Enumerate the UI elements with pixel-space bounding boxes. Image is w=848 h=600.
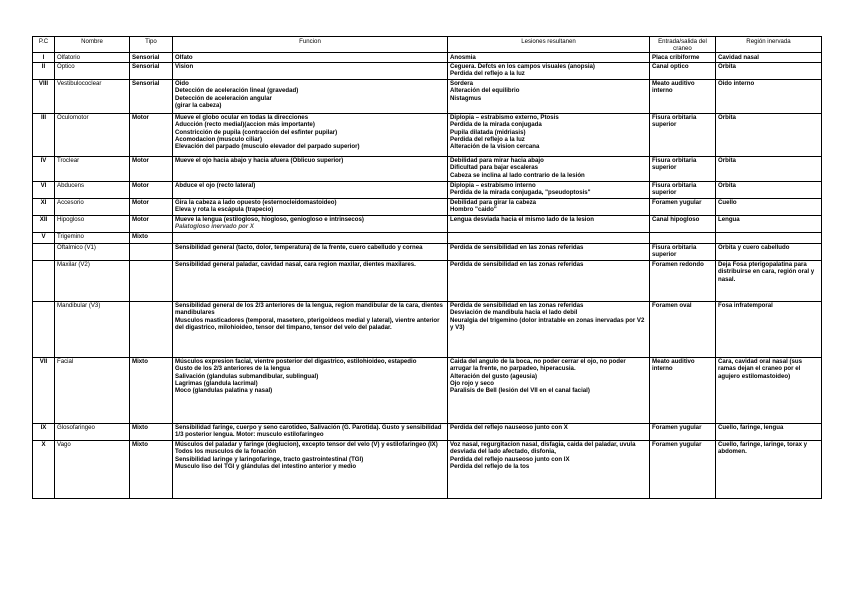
cell-lesiones xyxy=(448,232,650,243)
table-row xyxy=(33,181,822,198)
cell-region xyxy=(716,260,822,301)
cell-funcion xyxy=(173,215,448,232)
cell-entrada xyxy=(650,79,716,113)
funcion-line: Acomodacion (musculo ciliar) xyxy=(175,135,263,143)
region-line: Orbita xyxy=(718,114,736,122)
cell-funcion xyxy=(173,301,448,357)
region-line: Orbita y cuero cabelludo xyxy=(718,244,790,252)
funcion-line: Mueve el ojo hacia abajo y hacia afuera (Oblicuo superior) xyxy=(175,157,344,165)
lesiones-line: Perdida del reflejo de la tos xyxy=(450,462,530,470)
cell-entrada xyxy=(650,53,716,62)
entrada-line: Fisura orbitaria superior xyxy=(652,157,697,172)
funcion-line: Mueve el globo ocular en todas la direcciones xyxy=(175,114,309,122)
cell-lesiones xyxy=(448,53,650,62)
cell-nombre: Olfatorio xyxy=(55,53,130,62)
funcion-line: Lagrimas (glandula lacrimal) xyxy=(175,379,258,387)
region-line: Deja Fosa pterigopalatina para distribuirse en cara, región oral y nasal. xyxy=(718,261,815,283)
cell-entrada xyxy=(650,62,716,79)
cell-tipo: Mixto xyxy=(130,357,173,423)
region-line: Cuello, faringe, laringe, torax y abdomen. xyxy=(718,441,808,456)
lesiones-line: Perdida de sensibilidad en las zonas referidas xyxy=(450,244,584,252)
lesiones-line: Diplopia – estrabismo interno xyxy=(450,182,536,190)
table-row xyxy=(33,301,822,357)
cell-pc: X xyxy=(33,440,55,498)
cell-funcion xyxy=(173,181,448,198)
cell-pc: I xyxy=(33,53,55,62)
cranial-nerves-table xyxy=(32,36,822,499)
cell-entrada xyxy=(650,357,716,423)
cell-entrada xyxy=(650,440,716,498)
lesiones-line: Perdida del reflejo a la luz xyxy=(450,135,525,143)
cell-tipo: Mixto xyxy=(130,423,173,440)
table-row xyxy=(33,198,822,215)
lesiones-line: Caida del angulo de la boca, no poder cerrar el ojo, no poder arrugar la frente, no parpadeo, hiperacusia. xyxy=(450,358,626,373)
table-row xyxy=(33,53,822,62)
cell-tipo: Motor xyxy=(130,113,173,156)
cell-entrada xyxy=(650,198,716,215)
cell-region xyxy=(716,440,822,498)
region-line: Lengua xyxy=(718,216,740,224)
region-line: Cuello, faringe, lengua xyxy=(718,424,784,432)
cell-region xyxy=(716,181,822,198)
cell-lesiones xyxy=(448,79,650,113)
table-body xyxy=(33,53,822,498)
cell-lesiones xyxy=(448,156,650,181)
funcion-line: Músculos del paladar y faringe (deglucion), excepto tensor del velo (V) y estilofaringeo (IX) xyxy=(175,441,438,449)
cell-funcion xyxy=(173,260,448,301)
funcion-line: Abduce el ojo (recto lateral) xyxy=(175,182,256,190)
cell-entrada xyxy=(650,181,716,198)
cell-region xyxy=(716,198,822,215)
lesiones-line: Anosmia xyxy=(450,53,476,61)
cell-pc xyxy=(33,243,55,260)
cell-entrada xyxy=(650,156,716,181)
cell-funcion xyxy=(173,232,448,243)
funcion-line: Gira la cabeza a lado opuesto (esternocleidomastoideo) xyxy=(175,199,337,207)
funcion-line: Sensibilidad faringe, cuerpo y seno carotideo, Salivación (G. Parotida). Gusto y sensibilidad 1/3 posterior lengua. Motor: musculo estilofaringeo xyxy=(175,424,442,439)
header-pc: P.C xyxy=(33,37,55,53)
cell-lesiones xyxy=(448,62,650,79)
cell-nombre: Oculomotor xyxy=(55,113,130,156)
cell-entrada xyxy=(650,423,716,440)
cell-tipo: Motor xyxy=(130,156,173,181)
region-line: Orbita xyxy=(718,157,736,165)
cell-lesiones xyxy=(448,198,650,215)
cell-funcion xyxy=(173,423,448,440)
cell-pc: XI xyxy=(33,198,55,215)
cell-pc: II xyxy=(33,62,55,79)
cell-pc: VII xyxy=(33,357,55,423)
cell-funcion xyxy=(173,53,448,62)
region-line: Cavidad nasal xyxy=(718,53,759,61)
cell-tipo: Mixto xyxy=(130,232,173,243)
cell-tipo: Sensorial xyxy=(130,62,173,79)
table-row xyxy=(33,113,822,156)
cell-funcion xyxy=(173,156,448,181)
funcion-line: Olfato xyxy=(175,53,193,61)
lesiones-line: Ceguera. Defcts en los campos visuales (anopsia) xyxy=(450,63,595,71)
lesiones-line: Hombro "caido" xyxy=(450,206,497,214)
cell-lesiones xyxy=(448,181,650,198)
lesiones-line: Perdida del reflejo a la luz xyxy=(450,70,525,78)
lesiones-line: Perdida de la mirada conjugada xyxy=(450,121,542,129)
lesiones-line: Perdida de sensibilidad en las zonas referidas xyxy=(450,302,584,310)
cell-region xyxy=(716,53,822,62)
lesiones-line: Perdida de la mirada conjugada, "pseudoptosis" xyxy=(450,189,591,197)
table-row xyxy=(33,260,822,301)
cell-nombre: Vago xyxy=(55,440,130,498)
cell-region xyxy=(716,79,822,113)
cell-entrada xyxy=(650,113,716,156)
cell-nombre: Hipogloso xyxy=(55,215,130,232)
lesiones-line: Voz nasal, regurgitacion nasal, disfagia, caida del paladar, uvula desviada del lado afectado, disfonia, xyxy=(450,441,636,456)
cell-entrada xyxy=(650,232,716,243)
cell-lesiones xyxy=(448,215,650,232)
cell-pc xyxy=(33,260,55,301)
cell-lesiones xyxy=(448,243,650,260)
funcion-line: Elevación del parpado (musculo elevador del parpado superior) xyxy=(175,142,360,150)
cell-funcion xyxy=(173,357,448,423)
cell-region xyxy=(716,156,822,181)
cell-lesiones xyxy=(448,113,650,156)
entrada-line: Canal optico xyxy=(652,63,689,71)
header-entrada: Entrada/salida del craneo xyxy=(650,37,716,53)
cell-nombre: Troclear xyxy=(55,156,130,181)
funcion-note: Palatogloso inervado por X xyxy=(175,223,254,231)
funcion-line: Salivación (glandulas submandibular, sublingual) xyxy=(175,372,319,380)
funcion-line: Detección de aceleración lineal (gravedad) xyxy=(175,87,299,95)
funcion-line: Sensibilidad general de los 2/3 anteriores de la lengua, region mandibular de la cara, dientes mandibulares xyxy=(175,302,443,317)
header-lesiones: Lesiones resultanen xyxy=(448,37,650,53)
table-row xyxy=(33,232,822,243)
lesiones-line: Diplopia – estrabismo externo, Ptosis xyxy=(450,114,559,122)
cell-lesiones xyxy=(448,260,650,301)
cell-tipo: Mixto xyxy=(130,440,173,498)
cell-pc: IV xyxy=(33,156,55,181)
table-row xyxy=(33,440,822,498)
lesiones-line: Desviación de mandibula hacia el lado debil xyxy=(450,309,578,317)
cell-region xyxy=(716,301,822,357)
cell-pc: V xyxy=(33,232,55,243)
funcion-line: Mueve la lengua (estilogloso, hiogloso, geniogloso e intrinsecos) xyxy=(175,216,364,224)
funcion-line: Músculos expresion facial, vientre posterior del digastrico, estilohioideo, estapedio xyxy=(175,358,417,366)
lesiones-line: Debilidad para mirar hacia abajo xyxy=(450,157,544,165)
entrada-line: Fisura orbitaria superior xyxy=(652,114,697,129)
cell-region xyxy=(716,357,822,423)
cell-nombre: Oftalmico (V1) xyxy=(55,243,130,260)
lesiones-line: Nistagmus xyxy=(450,94,482,102)
funcion-line: Moco (glandulas palatina y nasal) xyxy=(175,386,273,394)
cell-pc: XII xyxy=(33,215,55,232)
cell-nombre: Glosofaringeo xyxy=(55,423,130,440)
cell-funcion xyxy=(173,62,448,79)
table-row xyxy=(33,215,822,232)
cell-region xyxy=(716,62,822,79)
funcion-line: Sensibilidad general paladar, cavidad nasal, cara region maxilar, dientes maxilares. xyxy=(175,261,416,269)
funcion-line: Sensibilidad general (tacto, dolor, temperatura) de la frente, cuero cabelludo y cornea xyxy=(175,244,423,252)
cell-funcion xyxy=(173,113,448,156)
lesiones-line: Alteración del equilibrio xyxy=(450,87,520,95)
entrada-line: Foramen oval xyxy=(652,302,692,310)
cell-nombre: Maxilar (V2) xyxy=(55,260,130,301)
cell-nombre: Facial xyxy=(55,357,130,423)
lesiones-line: Alteración del gusto (ageusia) xyxy=(450,372,538,380)
lesiones-line: Perdida del reflejo nauseoso junto con IX xyxy=(450,455,570,463)
lesiones-line: Neuralgia del trigemino (dolor intratable en zonas inervadas por V2 y V3) xyxy=(450,316,645,331)
cell-tipo: Motor xyxy=(130,215,173,232)
cell-funcion xyxy=(173,198,448,215)
cell-tipo: Motor xyxy=(130,198,173,215)
header-tipo: Tipo xyxy=(130,37,173,53)
cell-region xyxy=(716,113,822,156)
cell-tipo xyxy=(130,243,173,260)
cell-region xyxy=(716,243,822,260)
lesiones-line: Debilidad para girar la cabeza xyxy=(450,199,537,207)
cell-tipo: Sensorial xyxy=(130,53,173,62)
table-row xyxy=(33,156,822,181)
cell-nombre: Abducens xyxy=(55,181,130,198)
cell-tipo xyxy=(130,301,173,357)
cell-nombre: Trigemino xyxy=(55,232,130,243)
lesiones-line: Lengua desviada hacia el mismo lado de la lesion xyxy=(450,216,594,224)
entrada-line: Canal hipogloso xyxy=(652,216,700,224)
cell-lesiones xyxy=(448,301,650,357)
funcion-line: (girar la cabeza) xyxy=(175,101,222,109)
funcion-line: Musculo liso del TGI y glándulas del intestino anterior y medio xyxy=(175,462,357,470)
cell-pc xyxy=(33,301,55,357)
entrada-line: Fisura orbitaria superior xyxy=(652,244,697,259)
lesiones-line: Dificultad para bajar escaleras xyxy=(450,164,539,172)
cell-region xyxy=(716,232,822,243)
cell-funcion xyxy=(173,440,448,498)
lesiones-line: Cabeza se inclina al lado contrario de la lesión xyxy=(450,171,585,179)
funcion-line: Eleva y rota la escápula (trapecio) xyxy=(175,206,274,214)
cell-funcion xyxy=(173,243,448,260)
lesiones-line: Perdida del reflejo nauseoso junto con X xyxy=(450,424,568,432)
cell-pc: VI xyxy=(33,181,55,198)
entrada-line: Foramen redondo xyxy=(652,261,704,269)
region-line: Orbita xyxy=(718,182,736,190)
cell-entrada xyxy=(650,215,716,232)
region-line: Orbita xyxy=(718,63,736,71)
cell-nombre: Optico xyxy=(55,62,130,79)
region-line: Cuello xyxy=(718,199,737,207)
entrada-line: Foramen yugular xyxy=(652,424,702,432)
funcion-line: Aducción (recto medial)(accion más importante) xyxy=(175,121,315,129)
header-nombre: Nombre xyxy=(55,37,130,53)
cell-pc: IX xyxy=(33,423,55,440)
entrada-line: Meato auditivo interno xyxy=(652,358,695,373)
table-row xyxy=(33,357,822,423)
table-row xyxy=(33,62,822,79)
entrada-line: Fisura orbitaria superior xyxy=(652,182,697,197)
table-header-row xyxy=(33,37,822,53)
funcion-line: Gusto de los 2/3 anteriores de la lengua xyxy=(175,365,291,373)
table-row xyxy=(33,423,822,440)
lesiones-line: Sordera xyxy=(450,80,474,88)
cell-nombre: Mandibular (V3) xyxy=(55,301,130,357)
cell-entrada xyxy=(650,243,716,260)
cell-funcion xyxy=(173,79,448,113)
cell-tipo: Sensorial xyxy=(130,79,173,113)
funcion-line: Oido xyxy=(175,80,189,88)
lesiones-line: Perdida de sensibilidad en las zonas referidas xyxy=(450,261,584,269)
cell-pc: VIII xyxy=(33,79,55,113)
funcion-line: Musculos masticadores (temporal, masetero, pterigoideos medial y lateral), vientre anterior del digastrico, milohioideo, tensor del timpano, tensor del velo del paladar. xyxy=(175,316,440,331)
cell-pc: III xyxy=(33,113,55,156)
table-row xyxy=(33,243,822,260)
lesiones-line: Ojo rojo y seco xyxy=(450,379,495,387)
funcion-line: Todos los musculos de la fonación xyxy=(175,448,277,456)
lesiones-line: Alteración de la vision cercana xyxy=(450,142,540,150)
funcion-line: Constricción de pupila (contracción del esfinter pupilar) xyxy=(175,128,338,136)
entrada-line: Foramen yugular xyxy=(652,199,702,207)
lesiones-line: Pupila dilatada (midriasis) xyxy=(450,128,526,136)
cell-entrada xyxy=(650,301,716,357)
cell-region xyxy=(716,423,822,440)
funcion-line: Sensibilidad laringe y laringofaringe, tracto gastrointestinal (TGI) xyxy=(175,455,364,463)
funcion-line: Vision xyxy=(175,63,194,71)
funcion-line: Detección de aceleración angular xyxy=(175,94,272,102)
header-funcion: Funcion xyxy=(173,37,448,53)
cell-region xyxy=(716,215,822,232)
region-line: Oido interno xyxy=(718,80,755,88)
region-line: Fosa infratemporal xyxy=(718,302,773,310)
cell-lesiones xyxy=(448,440,650,498)
cell-tipo: Motor xyxy=(130,181,173,198)
entrada-line: Foramen yugular xyxy=(652,441,702,449)
cell-entrada xyxy=(650,260,716,301)
header-region: Región inervada xyxy=(716,37,822,53)
table-row xyxy=(33,79,822,113)
cell-lesiones xyxy=(448,423,650,440)
entrada-line: Placa cribiforme xyxy=(652,53,700,61)
region-line: Cara, cavidad oral nasal (sus ramas dejan el craneo por el agujero estilomastoideo) xyxy=(718,358,802,380)
cell-tipo xyxy=(130,260,173,301)
cell-nombre: Vestibulococlear xyxy=(55,79,130,113)
cell-lesiones xyxy=(448,357,650,423)
cell-nombre: Accesorio xyxy=(55,198,130,215)
entrada-line: Meato auditivo interno xyxy=(652,80,695,95)
lesiones-line: Paralisis de Bell (lesión del VII en el canal facial) xyxy=(450,386,590,394)
